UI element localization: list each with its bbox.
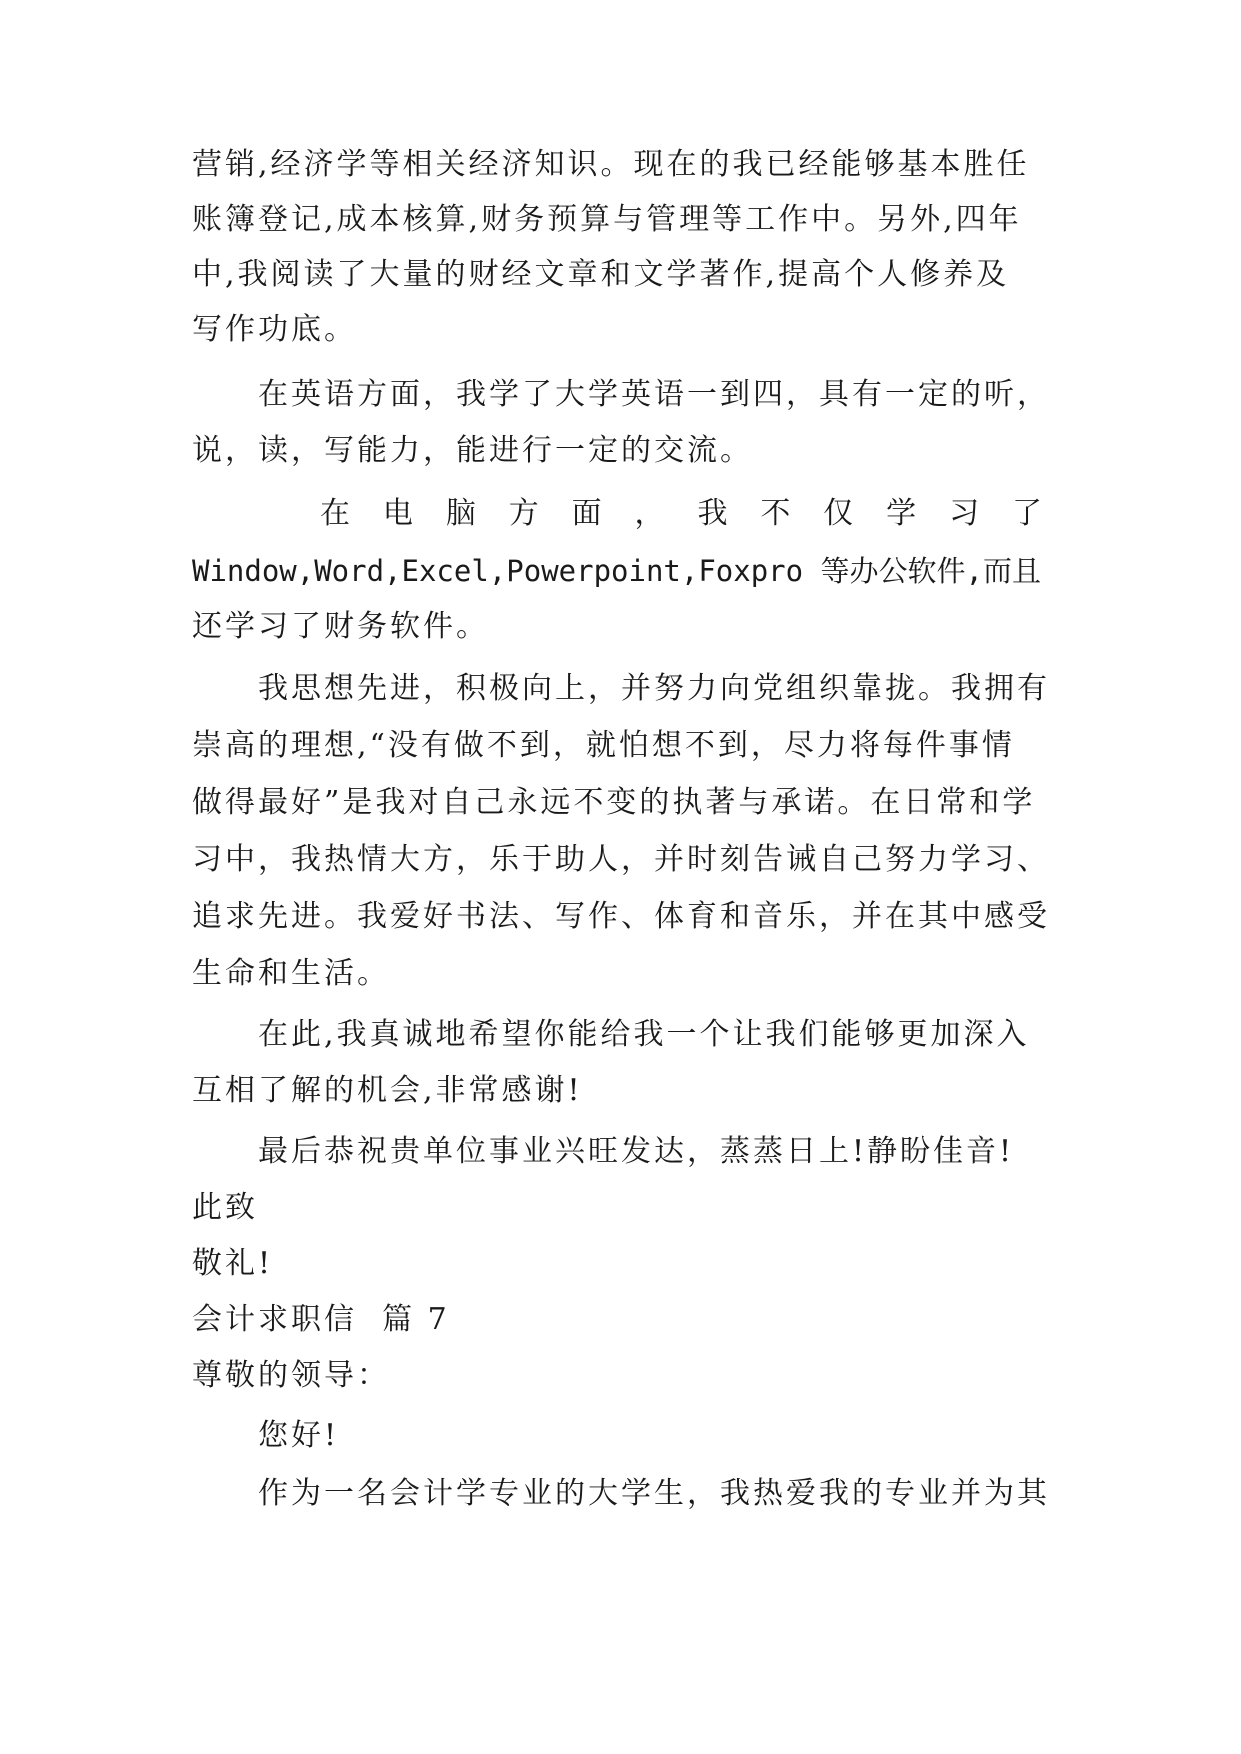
- greeting: 您好!: [258, 1418, 340, 1453]
- salutation: 尊敬的领导：: [192, 1358, 390, 1393]
- text-line: 此致: [192, 1190, 258, 1225]
- spread-char: 在: [320, 496, 350, 531]
- text-line: 敬礼!: [192, 1246, 274, 1281]
- text-line: 还学习了财务软件。: [192, 609, 489, 644]
- spread-char: 学: [886, 496, 917, 531]
- spread-char: 面: [571, 496, 602, 531]
- text-line: 说，读，写能力，能进行一定的交流。: [192, 433, 753, 468]
- text-line: 我思想先进，积极向上，并努力向党组织靠拢。我拥有: [258, 671, 1050, 706]
- text-line: Window,Word,Excel,Powerpoint,Foxpro 等办公软件,而且: [192, 554, 1042, 588]
- text-line: 追求先进。我爱好书法、写作、体育和音乐，并在其中感受: [192, 899, 1050, 934]
- spread-char: 仅: [823, 496, 854, 531]
- text-line: 中,我阅读了大量的财经文章和文学著作,提高个人修养及: [192, 257, 1010, 292]
- text-line: 营销,经济学等相关经济知识。现在的我已经能够基本胜任: [192, 147, 1030, 182]
- spread-char: ，: [634, 496, 665, 531]
- spread-char: 脑: [445, 496, 476, 531]
- spread-char: 方: [508, 496, 539, 531]
- text-line: 习中，我热情大方，乐于助人，并时刻告诫自己努力学习、: [192, 842, 1050, 877]
- text-line: 崇高的理想,“没有做不到，就怕想不到，尽力将每件事情: [192, 728, 1015, 763]
- section-heading: 会计求职信 篇 7: [192, 1302, 450, 1337]
- text-line: 最后恭祝贵单位事业兴旺发达，蒸蒸日上!静盼佳音!: [258, 1134, 1015, 1169]
- text-line: 在此,我真诚地希望你能给我一个让我们能够更加深入: [258, 1017, 1030, 1052]
- text-line: 写作功底。: [192, 312, 357, 347]
- text-line: 账簿登记,成本核算,财务预算与管理等工作中。另外,四年: [192, 202, 1022, 237]
- spread-text-line: [320, 490, 1042, 538]
- text-line: 生命和生活。: [192, 956, 390, 991]
- text-line: 作为一名会计学专业的大学生，我热爱我的专业并为其: [258, 1476, 1050, 1511]
- text-line: 在英语方面，我学了大学英语一到四，具有一定的听，: [258, 377, 1050, 412]
- spread-char: 了: [1011, 496, 1042, 531]
- spread-char: 电: [382, 496, 413, 531]
- spread-char: 不: [760, 496, 791, 531]
- text-line: 互相了解的机会,非常感谢!: [192, 1073, 583, 1108]
- text-line: 做得最好”是我对自己永远不变的执著与承诺。在日常和学: [192, 785, 1036, 820]
- spread-char: 习: [949, 496, 980, 531]
- spread-char: 我: [697, 496, 728, 531]
